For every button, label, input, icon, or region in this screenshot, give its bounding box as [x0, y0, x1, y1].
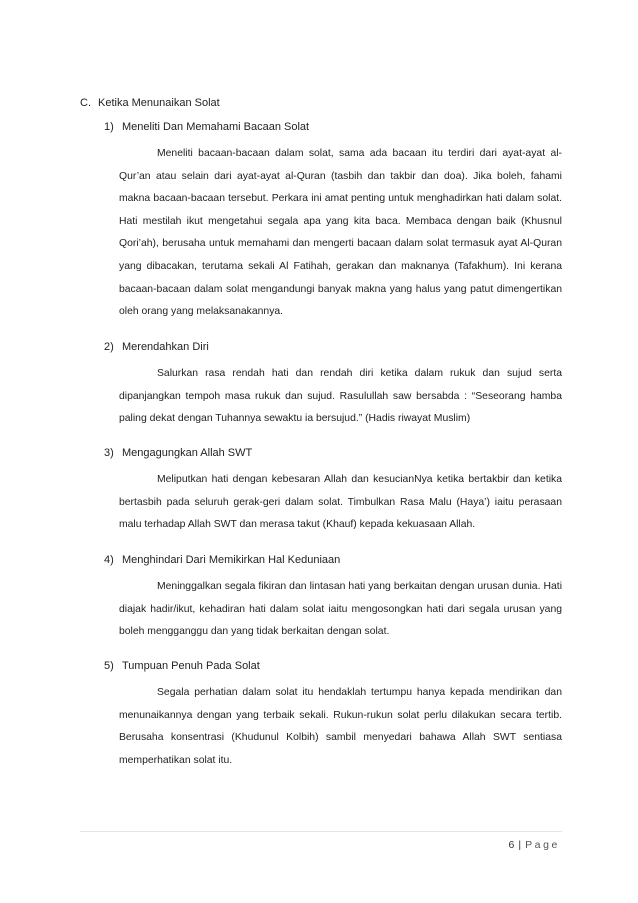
list-item-5 [104, 658, 562, 772]
list-item-2 [104, 339, 562, 431]
item-heading: Merendahkan Diri [122, 341, 209, 353]
page-footer [508, 839, 560, 851]
page-number: 6 [508, 839, 515, 851]
item-heading: Menghindari Dari Memikirkan Hal Keduniaan [122, 554, 341, 566]
item-heading: Mengagungkan Allah SWT [122, 447, 253, 459]
section-letter: C. [80, 97, 91, 109]
item-title [104, 445, 562, 461]
item-title [104, 119, 562, 135]
item-paragraph: Meninggalkan segala fikiran dan lintasan hati yang berkaitan dengan urusan dunia. Hati diajak hadir/ikut, kehadiran hati dalam solat iaitu mengosongkan hati dari segala urusan yang boleh mengganggu dan yang tidak berkaitan dengan solat. [119, 581, 562, 638]
item-number: 2) [104, 341, 114, 353]
item-number: 3) [104, 447, 114, 459]
item-number: 5) [104, 660, 114, 672]
item-number: 1) [104, 121, 114, 133]
list-item-3 [104, 445, 562, 537]
item-number: 4) [104, 554, 114, 566]
list-item-4 [104, 552, 562, 644]
item-title [104, 658, 562, 674]
footer-separator: | [518, 839, 522, 851]
item-title [104, 339, 562, 355]
page-label: Page [525, 839, 560, 851]
item-heading: Tumpuan Penuh Pada Solat [122, 660, 260, 672]
item-paragraph: Meliputkan hati dengan kebesaran Allah dan kesucianNya ketika bertakbir dan ketika bertasbih pada seluruh gerak-geri dalam solat. Timbulkan Rasa Malu (Haya’) iaitu perasaan malu terhadap Allah SWT dan merasa takut (Khauf) kepada kekuasaan Allah. [119, 474, 562, 531]
section-title: Ketika Menunaikan Solat [98, 97, 220, 109]
footer-divider [80, 831, 562, 832]
item-paragraph: Meneliti bacaan-bacaan dalam solat, sama ada bacaan itu terdiri dari ayat-ayat al-Qur’an atau selain dari ayat-ayat al-Quran (tasbih dan takbir dan doa). Jika boleh, fahami makna bacaan-bacaan tersebut. Perkara ini amat penting untuk menghadirkan hati dalam solat. Hati mestilah ikut mengetahui segala apa yang kita baca. Membaca dengan baik (Khusnul Qori’ah), berusaha untuk memahami dan mengerti bacaan dalam solat termasuk ayat Al-Quran yang dibacakan, terutama sekali Al Fatihah, gerakan dan maknanya (Tafakhum). Ini kerana bacaan-bacaan dalam solat mengandungi banyak makna yang halus yang patut dimengertikan oleh orang yang melaksanakannya. [119, 148, 562, 318]
item-paragraph: Salurkan rasa rendah hati dan rendah diri ketika dalam rukuk dan sujud serta dipanjangkan tempoh masa rukuk dan sujud. Rasulullah saw bersabda : “Seseorang hamba paling dekat dengan Tuhannya sewaktu ia bersujud.” (Hadis riwayat Muslim) [119, 368, 562, 425]
item-heading: Meneliti Dan Memahami Bacaan Solat [122, 121, 310, 133]
section-heading [80, 97, 220, 109]
item-paragraph: Segala perhatian dalam solat itu hendaklah tertumpu hanya kepada mendirikan dan menunaikannya dengan yang terbaik sekali. Rukun-rukun solat perlu dilakukan secara tertib. Berusaha konsentrasi (Khudunul Kolbih) sambil menyedari bahawa Allah SWT sentiasa memperhatikan solat itu. [119, 687, 562, 766]
item-title [104, 552, 562, 568]
list-item-1 [104, 119, 562, 324]
